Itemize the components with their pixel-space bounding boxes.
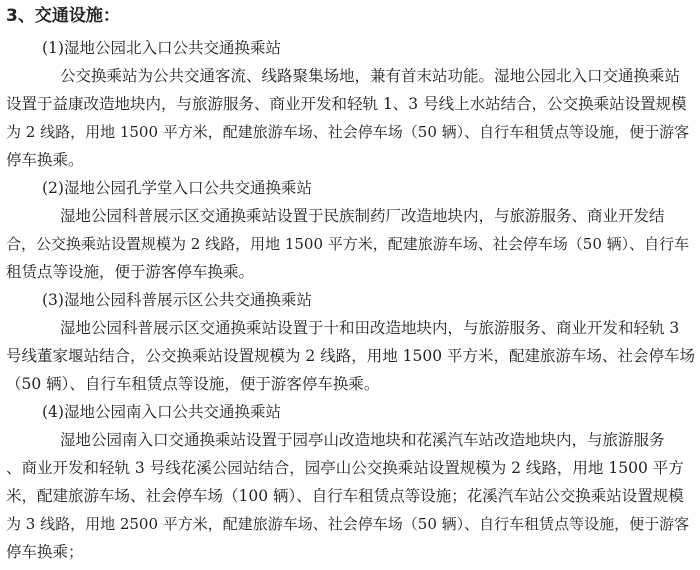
station-title: (3)湿地公园科普展示区公共交通换乘站: [42, 291, 312, 309]
paragraph-line: 湿地公园科普展示区交通换乘站设置于十和田改造地块内，与旅游服务、商业开发和轻轨 3: [60, 319, 680, 337]
paragraph-line: 设置于益康改造地块内，与旅游服务、商业开发和轻轨 1、3 号线上水站结合，公交换乘站设置规模: [6, 95, 687, 113]
station-title: (1)湿地公园北入口公共交通换乘站: [42, 39, 281, 57]
station-title: (4)湿地公园南入口公共交通换乘站: [42, 403, 281, 421]
paragraph-line: 为 2 线路，用地 1500 平方米，配建旅游车场、社会停车场（50 辆）、自行车租赁点等设施，便于游客: [6, 123, 690, 141]
paragraph-line: 湿地公园南入口交通换乘站设置于园亭山改造地块和花溪汽车站改造地块内，与旅游服务: [60, 431, 665, 449]
paragraph-line: 、商业开发和轻轨 3 号线花溪公园站结合，园亭山公交换乘站设置规模为 2 线路，用地 1500 平方: [6, 459, 684, 477]
paragraph-line: 停车换乘。: [6, 151, 84, 169]
paragraph-line: 租赁点等设施，便于游客停车换乘。: [6, 263, 255, 281]
station-title: (2)湿地公园孔学堂入口公共交通换乘站: [42, 179, 312, 197]
paragraph-line: （50 辆）、自行车租赁点等设施，便于游客停车换乘。: [6, 375, 380, 393]
paragraph-line: 公交换乘站为公共交通客流、线路聚集场地，兼有首末站功能。湿地公园北入口交通换乘站: [60, 67, 681, 85]
paragraph-line: 为 3 线路，用地 2500 平方米，配建旅游车场、社会停车场（50 辆）、自行车租赁点等设施，便于游客: [6, 515, 690, 533]
paragraph-line: 湿地公园科普展示区交通换乘站设置于民族制药厂改造地块内，与旅游服务、商业开发结: [60, 207, 665, 225]
paragraph-line: 停车换乘；: [6, 543, 84, 561]
section-heading: 3、交通设施：: [6, 6, 120, 26]
paragraph-line: 合，公交换乘站设置规模为 2 线路，用地 1500 平方米，配建旅游车场、社会停车场（50 辆）、自行车: [6, 235, 690, 253]
paragraph-line: 米，配建旅游车场、社会停车场（100 辆）、自行车租赁点等设施；花溪汽车站公交换乘站设置规模: [6, 487, 684, 505]
paragraph-line: 号线董家堰站结合，公交换乘站设置规模为 2 线路，用地 1500 平方米，配建旅游车场、社会停车场: [6, 347, 696, 365]
